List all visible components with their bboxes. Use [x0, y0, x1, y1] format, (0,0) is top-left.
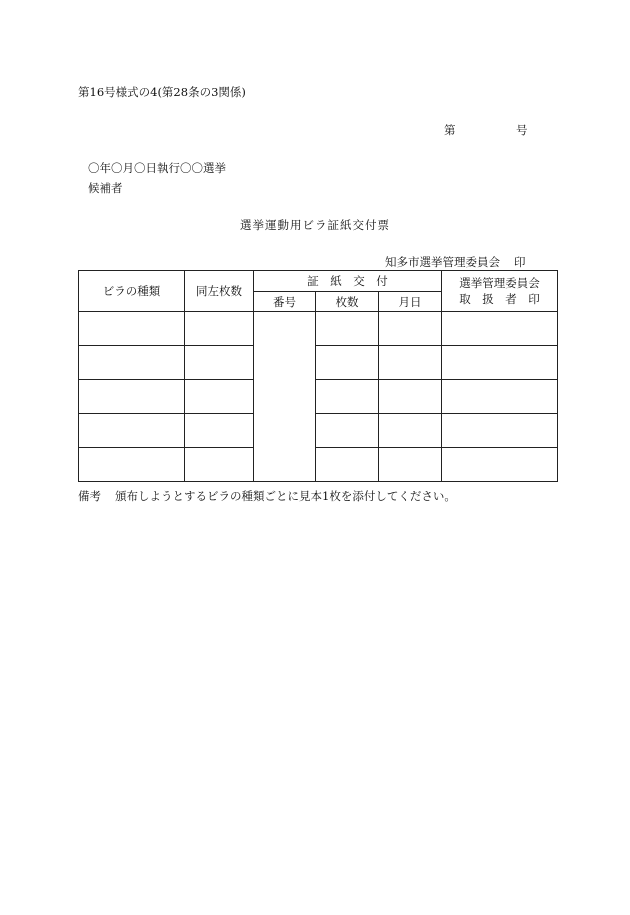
cell-date[interactable]: [379, 380, 442, 414]
table-row: [79, 448, 558, 482]
issuer-seal: 印: [514, 255, 526, 269]
cell-left-count[interactable]: [185, 414, 254, 448]
cell-left-count[interactable]: [185, 346, 254, 380]
header-committee-line2: 取 扱 者 印: [459, 292, 540, 306]
cell-committee[interactable]: [442, 448, 558, 482]
cell-bira-type[interactable]: [79, 346, 185, 380]
issuer: [385, 254, 526, 270]
header-committee-line1: 選挙管理委員会: [459, 276, 540, 290]
form-number: 第16号様式の4(第28条の3関係): [78, 85, 246, 99]
cell-committee[interactable]: [442, 414, 558, 448]
cell-committee[interactable]: [442, 312, 558, 346]
cell-count[interactable]: [316, 414, 379, 448]
election-name: 〇年〇月〇日執行〇〇選挙: [88, 161, 226, 175]
cell-bira-type[interactable]: [79, 380, 185, 414]
header-committee: [442, 271, 558, 312]
candidate-label: 候補者: [88, 181, 123, 195]
header-count: 枚数: [316, 292, 379, 312]
note: [78, 488, 456, 504]
issuer-name: 知多市選挙管理委員会: [385, 255, 500, 269]
cell-bira-type[interactable]: [79, 448, 185, 482]
table-row: [79, 380, 558, 414]
number-label-dai: 第: [444, 123, 456, 137]
cell-count[interactable]: [316, 312, 379, 346]
number-label-go: 号: [516, 123, 528, 137]
header-date: 月日: [379, 292, 442, 312]
cell-date[interactable]: [379, 448, 442, 482]
header-left-count: 同左枚数: [185, 271, 254, 312]
cell-committee[interactable]: [442, 346, 558, 380]
header-bira-type: ビラの種類: [79, 271, 185, 312]
cell-count[interactable]: [316, 380, 379, 414]
cell-left-count[interactable]: [185, 312, 254, 346]
cell-bira-type[interactable]: [79, 312, 185, 346]
issue-table: [78, 270, 558, 482]
cell-left-count[interactable]: [185, 380, 254, 414]
note-text: 頒布しようとするビラの種類ごとに見本1枚を添付してください。: [115, 489, 456, 503]
cell-bira-type[interactable]: [79, 414, 185, 448]
header-number: 番号: [254, 292, 316, 312]
table-row: [79, 312, 558, 346]
cell-number-merged[interactable]: [254, 312, 316, 482]
cell-left-count[interactable]: [185, 448, 254, 482]
cell-committee[interactable]: [442, 380, 558, 414]
table-row: [79, 414, 558, 448]
table-row: [79, 346, 558, 380]
cell-date[interactable]: [379, 414, 442, 448]
cell-count[interactable]: [316, 448, 379, 482]
cell-count[interactable]: [316, 346, 379, 380]
document-title: 選挙運動用ビラ証紙交付票: [240, 218, 390, 232]
header-stamp-issue: 証 紙 交 付: [254, 271, 442, 292]
note-label: 備考: [78, 489, 101, 503]
cell-date[interactable]: [379, 346, 442, 380]
cell-date[interactable]: [379, 312, 442, 346]
